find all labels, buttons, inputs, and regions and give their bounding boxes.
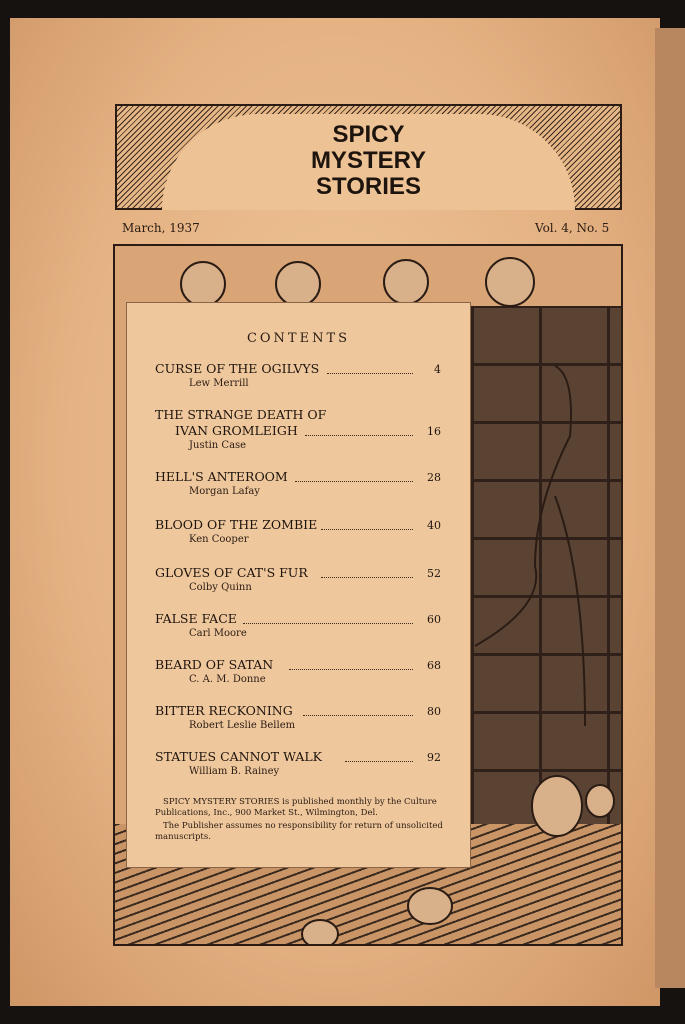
entry-author: Robert Leslie Bellem <box>189 720 296 731</box>
dot-leader <box>289 669 413 670</box>
dot-leader <box>303 715 413 716</box>
contents-entry <box>155 749 455 779</box>
entry-page: 68 <box>427 659 441 672</box>
guard-head-icon <box>486 258 534 306</box>
dot-leader <box>345 761 413 762</box>
contents-box <box>126 302 471 868</box>
entry-page: 60 <box>427 613 441 626</box>
publisher-note-line-2: The Publisher assumes no responsibility for return of unsolicited manuscripts. <box>155 821 443 842</box>
entry-title: STATUES CANNOT WALK <box>155 749 323 764</box>
entry-title: BEARD OF SATAN <box>155 657 274 672</box>
entry-page: 40 <box>427 519 441 532</box>
dot-leader <box>327 373 413 374</box>
masthead-banner <box>115 104 622 210</box>
entry-title: BLOOD OF THE ZOMBIE <box>155 517 318 532</box>
entry-title-line-2: IVAN GROMLEIGH <box>175 423 298 438</box>
guard-head-icon <box>384 260 428 304</box>
contents-entry <box>155 657 455 687</box>
entry-page: 16 <box>427 425 441 438</box>
dot-leader <box>321 577 413 578</box>
entry-author: Colby Quinn <box>189 582 252 593</box>
masthead-line-2: MYSTERY <box>310 147 427 174</box>
masthead-line-1: SPICY <box>332 121 405 148</box>
entry-title: THE STRANGE DEATH OF <box>155 407 327 422</box>
contents-heading: CONTENTS <box>246 331 351 346</box>
entry-page: 28 <box>427 471 441 484</box>
guard-head-icon <box>276 262 320 306</box>
dot-leader <box>321 529 413 530</box>
entry-title: HELL'S ANTEROOM <box>155 469 288 484</box>
masthead-title <box>117 122 620 200</box>
page-edge <box>655 28 685 988</box>
dot-leader <box>305 435 413 436</box>
contents-entry <box>155 703 455 733</box>
entry-page: 92 <box>427 751 441 764</box>
dot-leader <box>243 623 413 624</box>
entry-author: Lew Merrill <box>189 378 249 389</box>
entry-author: Ken Cooper <box>189 534 249 545</box>
entry-title: BITTER RECKONING <box>155 703 293 718</box>
entry-author: William B. Rainey <box>189 766 280 777</box>
ghoul-head-icon <box>532 776 582 836</box>
skull-icon <box>408 888 452 924</box>
issue-date: March, 1937 <box>122 221 200 235</box>
entry-page: 52 <box>427 567 441 580</box>
publisher-note <box>155 797 451 845</box>
publisher-note-line-1: SPICY MYSTERY STORIES is published monthly by the Culture Publications, Inc., 900 Market St., Wilmington, Del. <box>155 797 437 818</box>
skull-icon <box>302 920 338 946</box>
masthead-line-3: STORIES <box>316 173 421 200</box>
entry-author: C. A. M. Donne <box>189 674 266 685</box>
entry-page: 80 <box>427 705 441 718</box>
entry-title: FALSE FACE <box>155 611 237 626</box>
entry-title: CURSE OF THE OGILVYS <box>155 361 320 376</box>
entry-author: Justin Case <box>189 440 247 451</box>
dot-leader <box>295 481 413 482</box>
entry-author: Morgan Lafay <box>189 486 260 497</box>
guard-head-icon <box>181 262 225 306</box>
entry-author: Carl Moore <box>189 628 247 639</box>
entry-page: 4 <box>434 363 441 376</box>
contents-entry <box>155 517 455 547</box>
issue-volume: Vol. 4, No. 5 <box>535 221 610 235</box>
contents-entry <box>155 361 455 391</box>
skull-icon <box>586 785 614 817</box>
contents-entry <box>155 565 455 595</box>
captive-figure-icon <box>475 366 585 726</box>
entry-title: GLOVES OF CAT'S FUR <box>155 565 308 580</box>
contents-entry <box>155 469 455 499</box>
contents-entry <box>155 407 455 453</box>
contents-entry <box>155 611 455 641</box>
